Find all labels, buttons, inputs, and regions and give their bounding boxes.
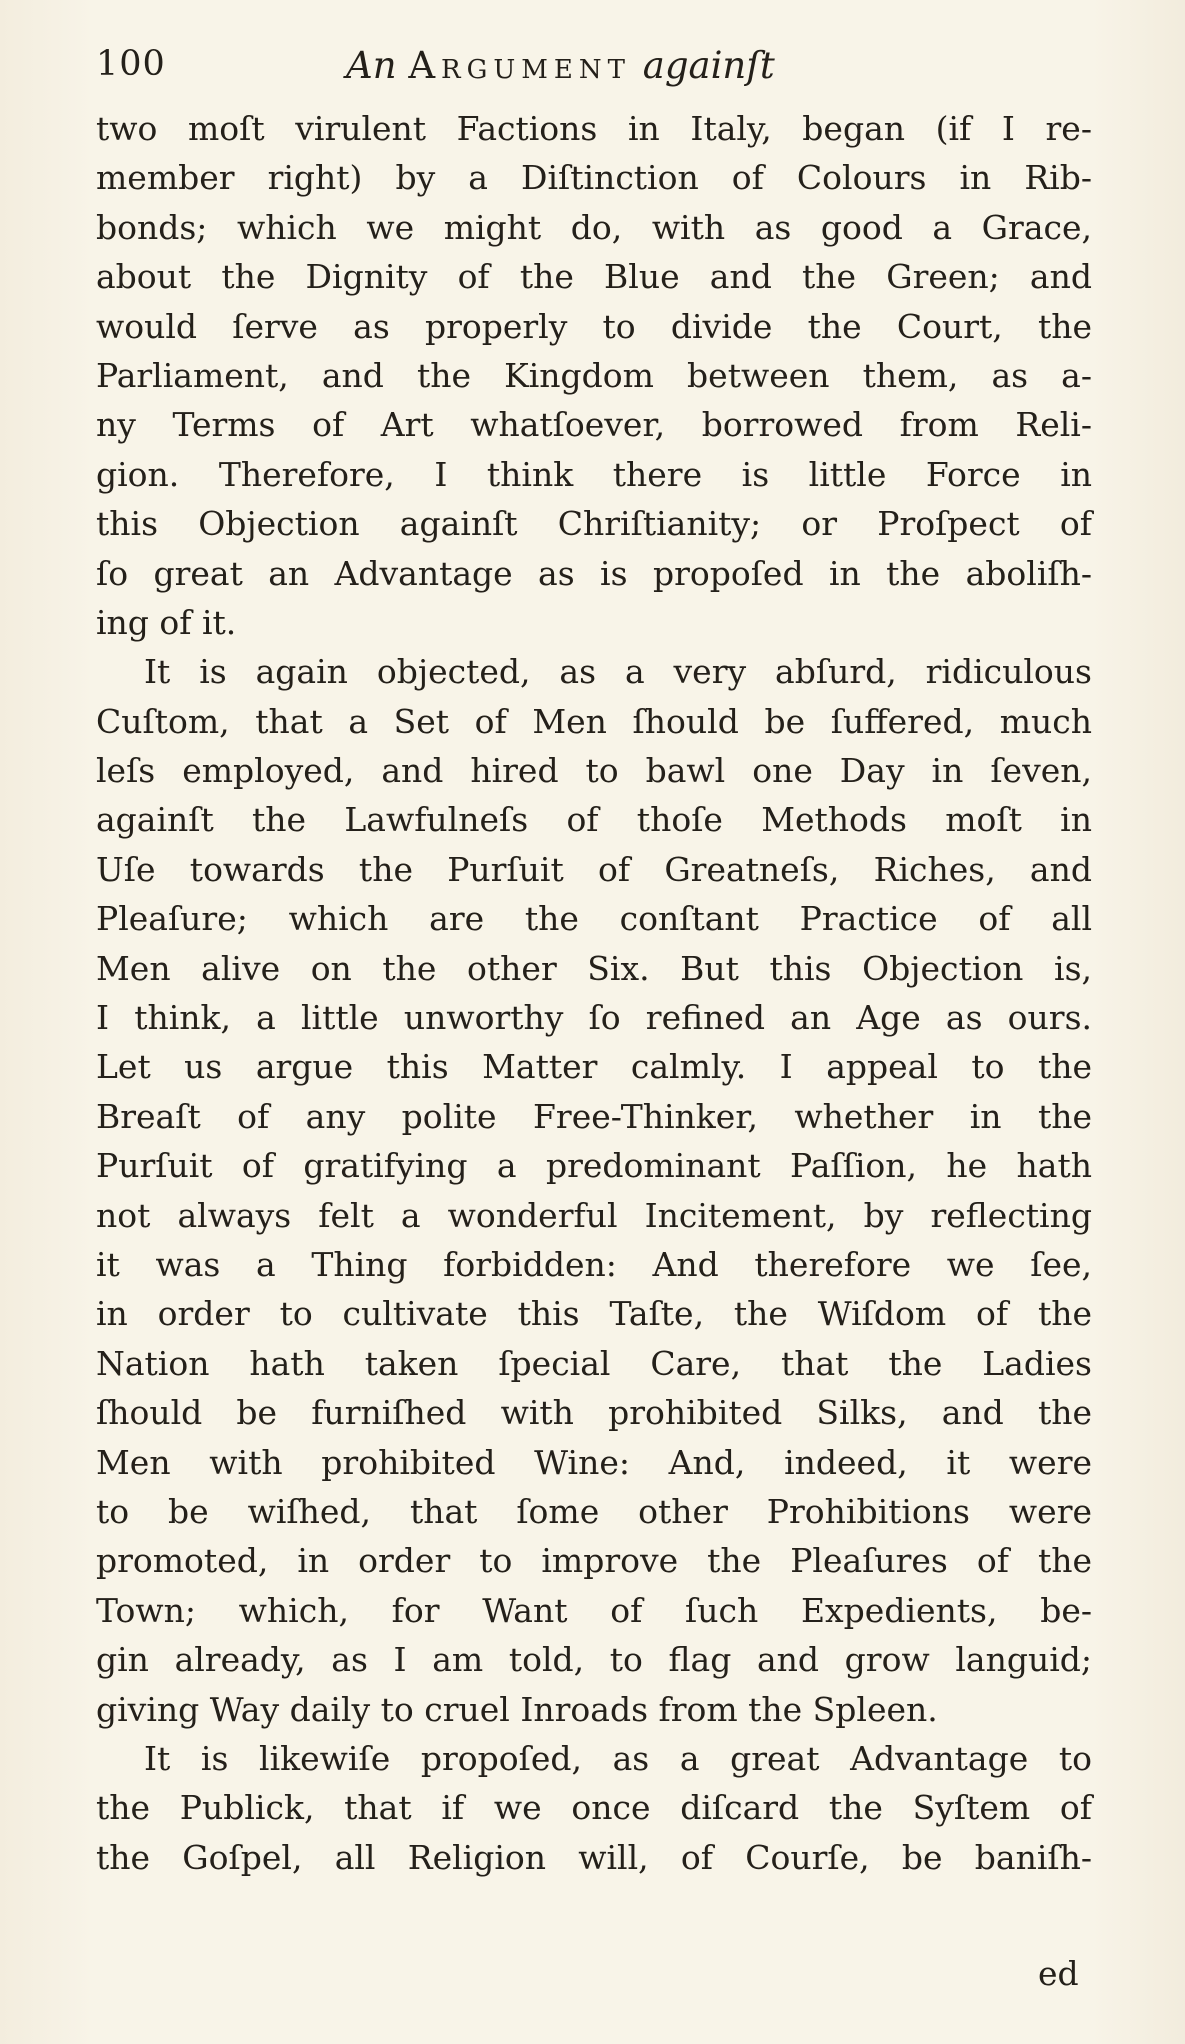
text-line: ing of it. [96,602,237,642]
text-line: Cuſtom, that a Set of Men ſhould be ſuffered, much [96,701,1092,741]
text-line: the Publick, that if we once diſcard the Syſtem of [96,1788,1092,1828]
catchword: ed [1038,1954,1079,1993]
text-line: ny Terms of Art whatſoever, borrowed from Reli- [96,405,1092,445]
text-line: promoted, in order to improve the Pleaſures of the [96,1541,1092,1581]
text-line: gion. Therefore, I think there is little Force in [96,454,1092,494]
text-line: gin already, as I am told, to flag and grow languid; [96,1640,1092,1680]
text-line: the Goſpel, all Religion will, of Courſe, be baniſh- [96,1837,1092,1877]
text-line: Breaſt of any polite Free-Thinker, whether in the [96,1096,1092,1136]
page-number: 100 [96,44,166,84]
running-head [346,44,775,87]
text-line: to be wiſhed, that ſome other Prohibitions were [96,1491,1092,1531]
text-line: two moſt virulent Factions in Italy, began (if I re- [96,109,1092,148]
text-line: Uſe towards the Purſuit of Greatneſs, Riches, and [96,849,1092,889]
text-line: about the Dignity of the Blue and the Green; and [96,257,1092,297]
body-text [96,104,1092,1882]
text-line: Purſuit of gratifying a predominant Paſſion, he hath [96,1146,1092,1186]
text-line: Town; which, for Want of ſuch Expedients, be- [96,1590,1092,1630]
running-head-middle: Argument [408,44,631,87]
text-line: againſt the Lawfulneſs of thoſe Methods moſt in [96,800,1092,840]
text-line: I think, a little unworthy ſo refined an Age as ours. [96,998,1092,1038]
text-line: member right) by a Diſtinction of Colours in Rib- [96,158,1092,198]
page-header [96,44,1096,100]
text-line: ſhould be furniſhed with prohibited Silks, and the [96,1393,1092,1433]
running-head-prefix: An [346,44,397,87]
running-head-suffix: againſt [642,44,775,87]
text-line: in order to cultivate this Taſte, the Wiſdom of the [96,1294,1092,1334]
text-line: giving Way daily to cruel Inroads from the Spleen. [96,1689,938,1729]
text-line: leſs employed, and hired to bawl one Day in ſeven, [96,751,1092,791]
text-line: Pleaſure; which are the conſtant Practice of all [96,899,1092,939]
text-line: bonds; which we might do, with as good a Grace, [96,207,1092,247]
text-line: It is again objected, as a very abſurd, ridiculous [144,652,1092,692]
text-line: not always felt a wonderful Incitement, by reflecting [96,1195,1092,1235]
text-line: ſo great an Advantage as is propoſed in the aboliſh- [96,553,1092,593]
text-line: this Objection againſt Chriſtianity; or Proſpect of [96,504,1092,544]
text-line: It is likewiſe propoſed, as a great Advantage to [144,1738,1092,1778]
text-line: Nation hath taken ſpecial Care, that the Ladies [96,1343,1092,1383]
text-line: it was a Thing forbidden: And therefore we ſee, [96,1244,1092,1284]
text-line: Men with prohibited Wine: And, indeed, it were [96,1442,1092,1482]
text-line: would ſerve as properly to divide the Court, the [96,306,1092,346]
text-line: Let us argue this Matter calmly. I appeal to the [96,1047,1092,1087]
text-line: Parliament, and the Kingdom between them, as a- [96,355,1092,395]
text-line: Men alive on the other Six. But this Objection is, [96,948,1092,988]
